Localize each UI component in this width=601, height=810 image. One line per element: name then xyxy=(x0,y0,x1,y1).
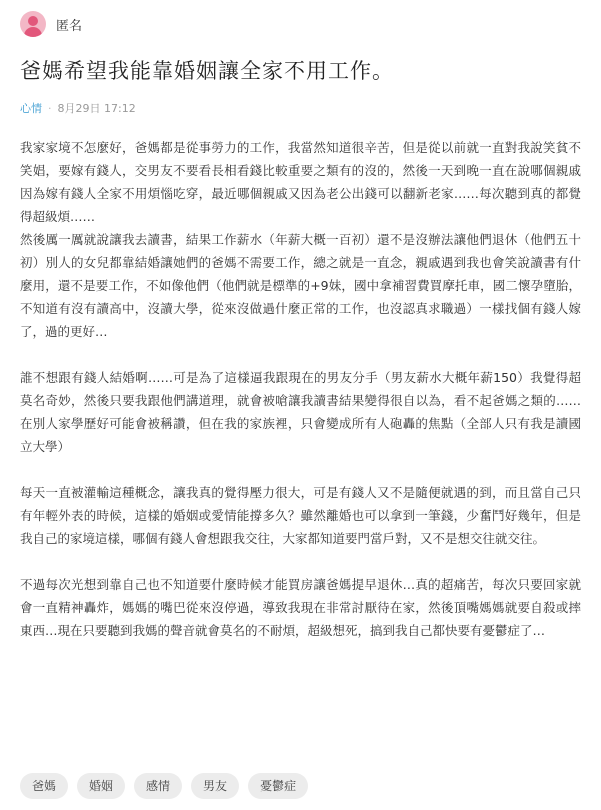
avatar-head-shape xyxy=(28,16,38,26)
post-title: 爸媽希望我能靠婚姻讓全家不用工作。 xyxy=(20,59,394,83)
paragraph-gap xyxy=(20,458,581,481)
tag-chip[interactable]: 感情 xyxy=(134,773,182,799)
avatar[interactable] xyxy=(20,11,46,37)
tag-chip[interactable]: 男友 xyxy=(191,773,239,799)
post-meta xyxy=(20,100,581,116)
author-name: 匿名 xyxy=(56,18,83,34)
content-paragraph: 每天一直被灌輸這種概念，讓我真的覺得壓力很大，可是有錢人又不是隨便就遇的到，而且當自己只有年輕外表的時候，這樣的婚姻或愛情能撐多久？雖然離婚也可以拿到一筆錢，少奮鬥好幾年，但是我自己的家境這樣，哪個有錢人會想跟我交往，大家都知道要門當戶對，又不是想交往就交往。 xyxy=(20,485,581,546)
tag-list xyxy=(20,773,317,799)
tag-chip[interactable]: 婚姻 xyxy=(77,773,125,799)
content-paragraph: 我家家境不怎麼好，爸媽都是從事勞力的工作，我當然知道很辛苦，但是從以前就一直對我說笑貧不笑娼，要嫁有錢人，交男友不要看長相看錢比較重要之類有的沒的，然後一天到晚一直在說哪個親戚因為嫁有錢人全家不用煩惱吃穿，最近哪個親戚又因為老公出錢可以翻新老家……每次聽到真的都覺得超級煩…… xyxy=(20,140,581,224)
avatar-body-shape xyxy=(24,27,42,37)
tag-chip[interactable]: 憂鬱症 xyxy=(248,773,308,799)
tag-chip[interactable]: 爸媽 xyxy=(20,773,68,799)
paragraph-gap xyxy=(20,343,581,366)
post-content xyxy=(20,136,581,642)
paragraph-gap xyxy=(20,550,581,573)
author-row xyxy=(20,0,581,46)
forum-link[interactable]: 心情 xyxy=(20,102,42,115)
content-paragraph: 不過每次光想到靠自己也不知道要什麼時候才能買房讓爸媽提早退休…真的超痛苦，每次只要回家就會一直精神轟炸，媽媽的嘴巴從來沒停過，導致我現在非常討厭待在家，然後頂嘴媽媽就要自殺或摔東西…現在只要聽到我媽的聲音就會莫名的不耐煩，超級想死，搞到我自己都快要有憂鬱症了… xyxy=(20,577,581,638)
content-paragraph: 誰不想跟有錢人結婚啊……可是為了這樣逼我跟現在的男友分手（男友薪水大概年薪150）我覺得超莫名奇妙，然後只要我跟他們講道理，就會被嗆讓我讀書結果變得很自以為，看不起爸媽之類的……在別人家學歷好可能會被稱讚，但在我的家族裡，只會變成所有人砲轟的焦點（全部人只有我是讀國立大學） xyxy=(20,370,581,454)
post-timestamp: 8月29日 17:12 xyxy=(57,102,136,115)
content-paragraph: 然後厲一厲就說讓我去讀書，結果工作薪水（年薪大概一百初）還不是沒辦法讓他們退休（他們五十初）別人的女兒都靠結婚讓她們的爸媽不需要工作，總之就是一直念，親戚遇到我也會笑說讀書有什麼用，還不是要工作，不如像他們（他們就是標準的+9妹，國中拿補習費買摩托車，國二懷孕墮胎，不知道有沒有讀高中，沒讀大學，從來沒做過什麼正常的工作，也沒認真求職過）一樣找個有錢人嫁了，過的更好… xyxy=(20,232,581,339)
meta-separator: · xyxy=(48,101,52,115)
